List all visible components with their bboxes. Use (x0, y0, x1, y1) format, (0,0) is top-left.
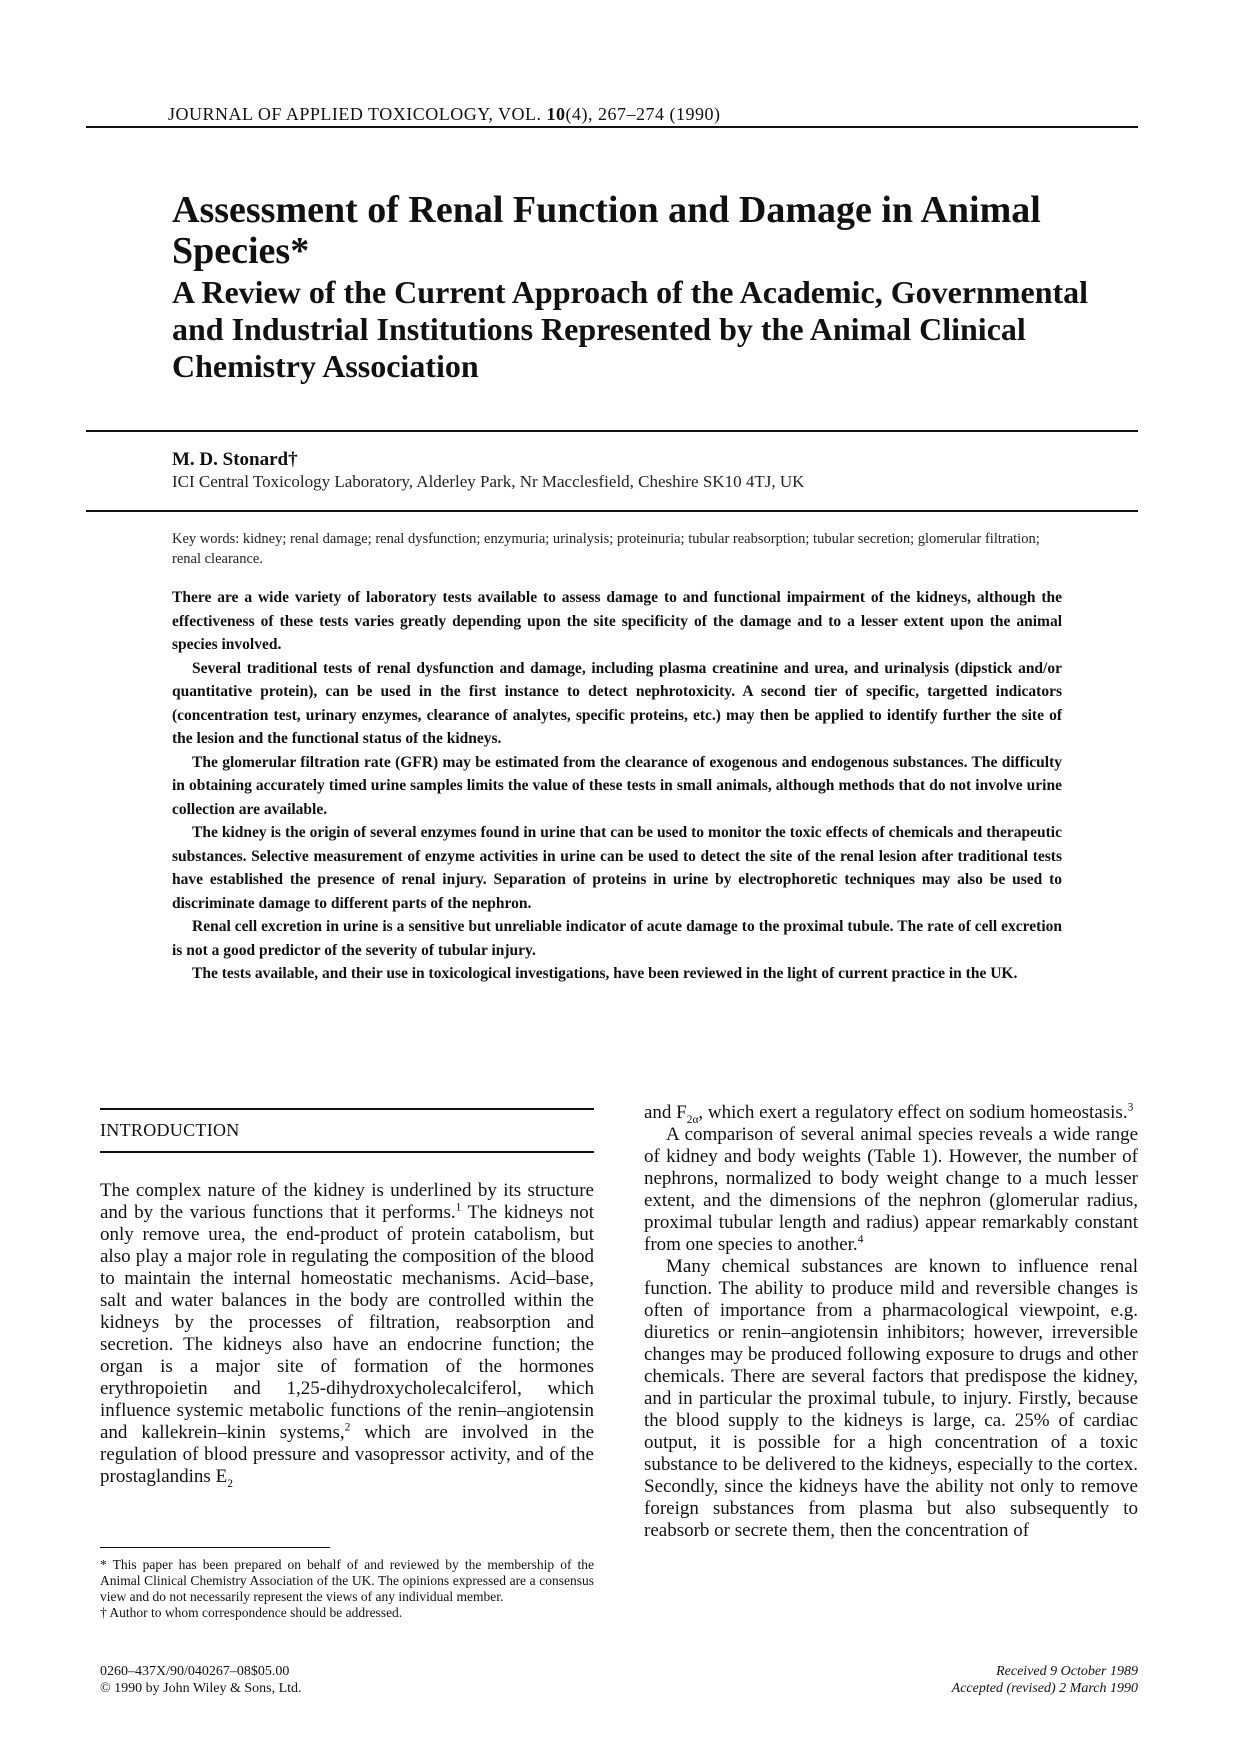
author-name: M. D. Stonard† (172, 449, 298, 470)
keywords: Key words: kidney; renal damage; renal dysfunction; enzymuria; urinalysis; proteinuria; tubular reabsorption; tubular secretion; glomerular filtration; renal clearance. (172, 531, 1040, 567)
volume-number: 10 (546, 104, 566, 124)
title-rule (86, 430, 1138, 432)
section-rule-top (100, 1108, 594, 1110)
reference-marker: 3 (1127, 1101, 1134, 1114)
abstract-paragraph: Several traditional tests of renal dysfunction and damage, including plasma creatinine and urea, and urinalysis (dipstick and/or quantitative protein), can be used in the first instance to detect nephrotoxicity. A second tier of specific, targetted indicators (concentration test, urinary enzymes, clearance of analytes, specific proteins, etc.) may then be applied to identify further the site of the lesion and the functional status of the kidneys. (172, 659, 1062, 747)
subscript: 2 (227, 1477, 233, 1490)
footnote-dagger: † Author to whom correspondence should be addressed. (100, 1605, 403, 1620)
footnote-asterisk: * This paper has been prepared on behalf of and reviewed by the membership of the Animal Clinical Chemistry Association of the UK. The opinions expressed are a consensus view and do not necessarily represent the views of any individual member. (100, 1557, 594, 1604)
author-block (172, 449, 1132, 492)
intro-paragraph-continued: and $F_{2\alpha}$, which exert a regulatory effect on sodium homeostasis.$^3$ (644, 1101, 1134, 1126)
intro-paragraph-2: A comparison of several animal species reveals a wide range of kidney and body weights (Table 1). However, the number of nephrons, normalized to body weight change to a much lesser extent, and the dimensions of the nephron (glomerular radius, proximal tubular length and radius) appear remarkably constant from one species to another.$^4$ (644, 1124, 1138, 1255)
running-head (168, 104, 721, 125)
section-rule-bottom (100, 1151, 594, 1153)
intro-paragraph-3: Many chemical substances are known to influence renal function. The ability to produce mild and reversible changes is often of importance from a pharmacological viewpoint, e.g. diuretics or renin–angiotensin inhibitors; however, irreversible changes may be produced following exposure to drugs and other chemicals. There are several factors that predispose the kidney, and in particular the proximal tubule, to injury. Firstly, because the blood supply to the kidneys is large, ca. 25% of cardiac output, it is possible for a high concentration of a toxic substance to be delivered to the kidneys, especially to the cortex. Secondly, since the kidneys have the ability not only to remove foreign substances from plasma but also subsequently to reabsorb or secrete them, then the concentration of (644, 1256, 1138, 1541)
issn-code: 0260–437X/90/040267–08$05.00 (100, 1664, 290, 1679)
footnotes (100, 1557, 594, 1621)
abstract (172, 586, 1062, 986)
subscript: 2α (686, 1113, 699, 1126)
copyright: © 1990 by John Wiley & Sons, Ltd. (100, 1681, 302, 1696)
journal-name: JOURNAL OF APPLIED TOXICOLOGY, VOL. (168, 104, 547, 124)
author-affiliation: ICI Central Toxicology Laboratory, Alderley Park, Nr Macclesfield, Cheshire SK10 4TJ, UK (172, 472, 805, 491)
intro-right-column (644, 1102, 1138, 1542)
footnote-rule (100, 1547, 330, 1548)
title-block (172, 190, 1132, 385)
header-rule (86, 126, 1138, 128)
reference-marker: 2 (344, 1421, 351, 1434)
abstract-paragraph: Renal cell excretion in urine is a sensitive but unreliable indicator of acute damage to the proximal tubule. The rate of cell excretion is not a good predictor of the severity of tubular injury. (172, 918, 1062, 959)
abstract-paragraph: The kidney is the origin of several enzymes found in urine that can be used to monitor the toxic effects of chemicals and therapeutic substances. Selective measurement of enzyme activities in urine can be used to detect the site of the renal lesion after traditional tests have established the presence of renal injury. Separation of proteins in urine by electrophoretic techniques may also be used to discriminate damage to different parts of the nephron. (172, 824, 1062, 912)
article-title: Assessment of Renal Function and Damage in Animal Species* (172, 189, 1041, 272)
abstract-paragraph: The glomerular filtration rate (GFR) may be estimated from the clearance of exogenous and endogenous substances. The difficulty in obtaining accurately timed urine samples limits the value of these tests in small animals, although methods that do not involve urine collection are available. (172, 753, 1062, 818)
reference-marker: 4 (857, 1233, 864, 1246)
author-rule (86, 510, 1138, 512)
section-heading-introduction: INTRODUCTION (100, 1120, 240, 1140)
intro-left-column (100, 1180, 594, 1488)
abstract-paragraph: There are a wide variety of laboratory tests available to assess damage to and functional impairment of the kidneys, although the effectiveness of these tests varies greatly depending upon the site specificity of the damage and to a lesser extent upon the animal species involved. (172, 589, 1062, 653)
reference-marker: 1 (455, 1201, 462, 1214)
article-subtitle: A Review of the Current Approach of the Academic, Governmental and Industrial Institutions Represented by the Animal Clinical Chemistry Association (172, 274, 1089, 384)
accepted-date: Accepted (revised) 2 March 1990 (951, 1681, 1138, 1696)
abstract-paragraph: The tests available, and their use in toxicological investigations, have been reviewed in the light of current practice in the UK. (192, 965, 1018, 982)
intro-paragraph-1: The complex nature of the kidney is underlined by its structure and by the various functions that it performs.$^1$ The kidneys not only remove urea, the end-product of protein catabolism, but also play a major role in regulating the composition of the blood to maintain the internal homeostatic mechanisms. Acid–base, salt and water balances in the body are controlled within the kidneys by the processes of filtration, reabsorption and secretion. The kidneys also have an endocrine function; the organ is a major site of formation of the hormones erythropoietin and 1,25-dihydroxycholecalciferol, which influence systemic metabolic functions of the renin–angiotensin and kallekrein–kinin systems,$^2$ which are involved in the regulation of blood pressure and vasopressor activity, and of the prostaglandins $E_2$ (100, 1180, 594, 1490)
imprint (100, 1663, 302, 1697)
issue-pages: (4), 267–274 (1990) (565, 104, 721, 124)
received-date: Received 9 October 1989 (996, 1664, 1138, 1679)
article-dates (800, 1663, 1138, 1697)
